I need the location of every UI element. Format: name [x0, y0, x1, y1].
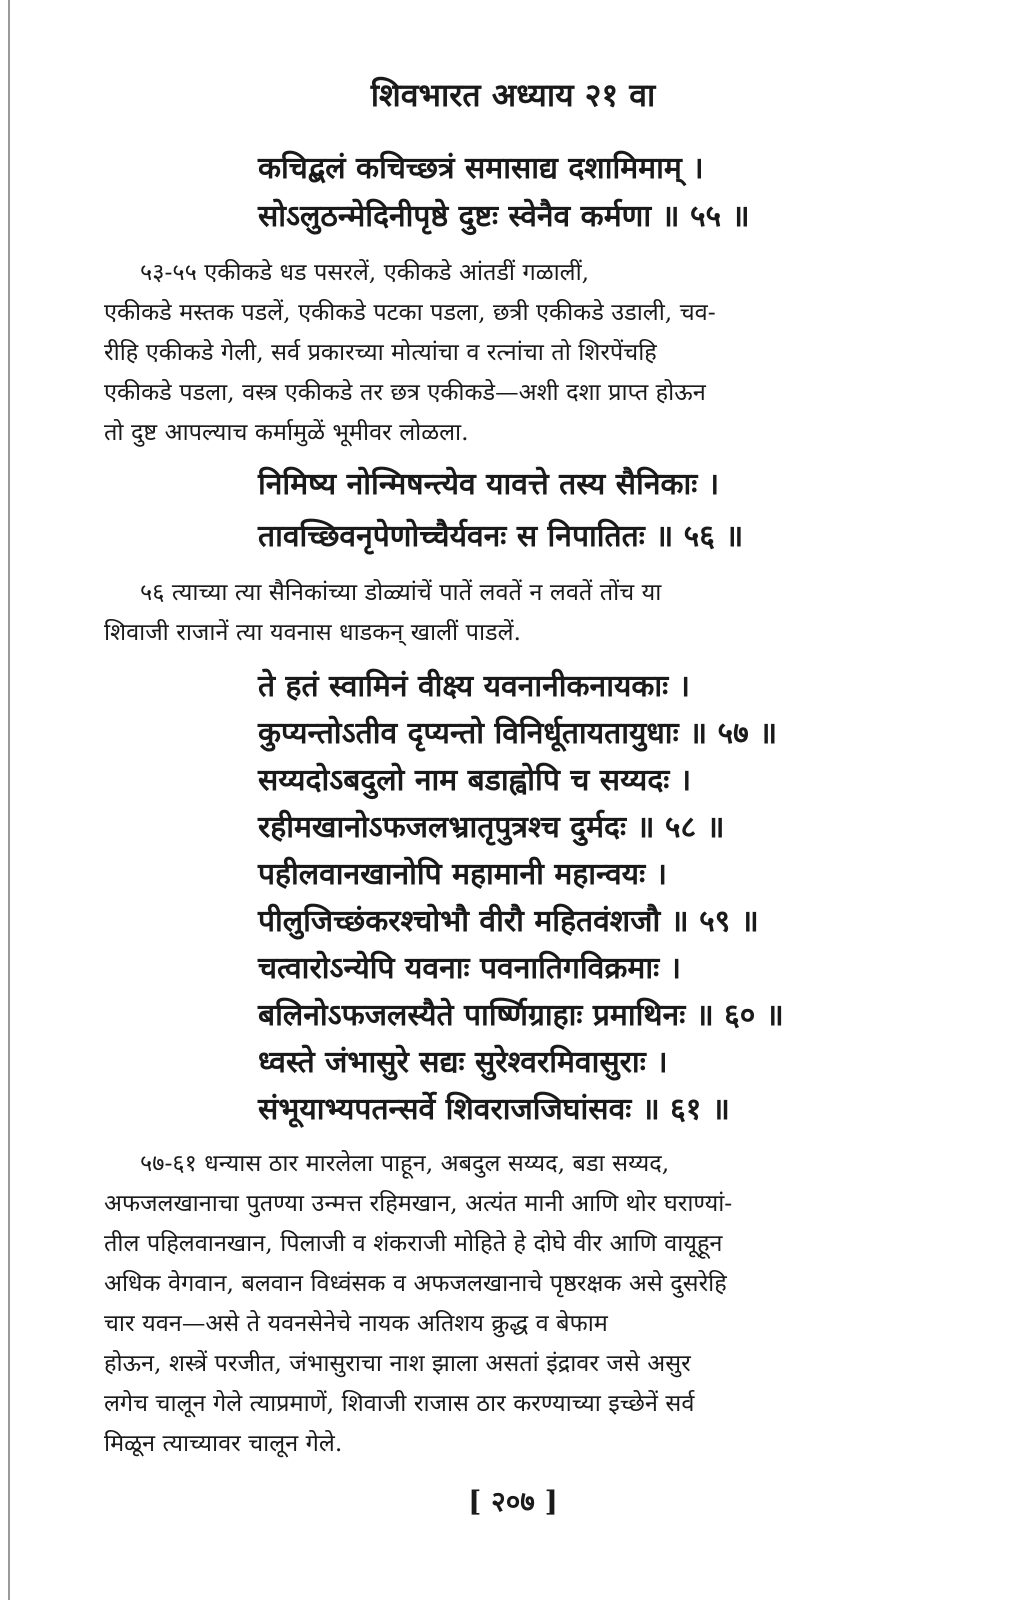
- commentary-line: रीहि एकीकडे गेली, सर्व प्रकारच्या मोत्यांचा व रत्नांचा तो शिरपेंचहि: [104, 338, 657, 366]
- verse-line: ध्वस्ते जंभासुरे सद्यः सुरेश्वरमिवासुराः ।: [258, 1045, 668, 1080]
- verse-line: पहीलवानखानोपि महामानी महान्वयः ।: [258, 857, 667, 892]
- commentary-line: तो दुष्ट आपल्याच कर्मामुळें भूमीवर लोळला.: [104, 418, 469, 446]
- verse-line: निमिष्य नोन्मिषन्त्येव यावत्ते तस्य सैनिकाः ।: [258, 467, 720, 502]
- commentary-line: अफजलखानाचा पुतण्या उन्मत्त रहिमखान, अत्यंत मानी आणि थोर घराण्यां-: [104, 1189, 733, 1217]
- page-title: शिवभारत अध्याय २१ वा: [370, 76, 656, 114]
- commentary-line: चार यवन—असे ते यवनसेनेचे नायक अतिशय क्रुद्ध व बेफाम: [104, 1309, 608, 1337]
- commentary-paragraph: [104, 1143, 924, 1463]
- verse-line: संभूयाभ्यपतन्सर्वे शिवराजजिघांसवः ॥ ६१ ॥: [258, 1092, 730, 1127]
- commentary-line: ५७-६१ धन्यास ठार मारलेला पाहून, अबदुल सय्यद, बडा सय्यद,: [140, 1149, 670, 1177]
- commentary-paragraph: [104, 572, 924, 652]
- commentary-line: अधिक वेगवान, बलवान विध्वंसक व अफजलखानाचे पृष्ठरक्षक असे दुसरेहि: [104, 1269, 727, 1297]
- commentary-line: ५३-५५ एकीकडे धड पसरलें, एकीकडे आंतडीं गळालीं,: [140, 258, 590, 286]
- commentary-line: एकीकडे पडला, वस्त्र एकीकडे तर छत्र एकीकडे—अशी दशा प्राप्त होऊन: [104, 378, 706, 406]
- commentary-line: होऊन, शस्त्रें परजीत, जंभासुराचा नाश झाला असतां इंद्रावर जसे असुर: [104, 1349, 691, 1377]
- verse-line: ते हतं स्वामिनं वीक्ष्य यवनानीकनायकाः ।: [258, 669, 691, 704]
- verse-line: रहीमखानोऽफजलभ्रातृपुत्रश्च दुर्मदः ॥ ५८ ॥: [258, 810, 725, 845]
- commentary-line: शिवाजी राजानें त्या यवनास धाडकन् खालीं पाडलें.: [104, 618, 522, 646]
- commentary-line: ५६ त्याच्या त्या सैनिकांच्या डोळ्यांचें पातें लवतें न लवतें तोंच या: [140, 578, 662, 606]
- commentary-line: लगेच चालून गेले त्याप्रमाणें, शिवाजी राजास ठार करण्याच्या इच्छेनें सर्व: [104, 1389, 695, 1417]
- commentary-line: मिळून त्याच्यावर चालून गेले.: [104, 1429, 343, 1457]
- verse-line: कचिद्बलं कचिच्छत्रं समासाद्य दशामिमाम् ।: [258, 151, 704, 186]
- verse-line: पीलुजिच्छंकरश्चोभौ वीरौ महितवंशजौ ॥ ५९ ॥: [258, 904, 759, 939]
- verse-line: बलिनोऽफजलस्यैते पार्ष्णिग्राहाः प्रमाथिनः ॥ ६० ॥: [258, 998, 784, 1033]
- page-number: [ २०७ ]: [468, 1485, 558, 1518]
- commentary-line: तील पहिलवानखान, पिलाजी व शंकराजी मोहिते हे दोघे वीर आणि वायूहून: [104, 1229, 723, 1257]
- verse-line: तावच्छिवनृपेणोच्चैर्यवनः स निपातितः ॥ ५६ ॥: [258, 519, 744, 554]
- commentary-line: एकीकडे मस्तक पडलें, एकीकडे पटका पडला, छत्री एकीकडे उडाली, चव-: [104, 298, 716, 326]
- commentary-paragraph: [104, 252, 924, 452]
- verse-line: सय्यदोऽबदुलो नाम बडाह्वोपि च सय्यदः ।: [258, 763, 692, 798]
- verse-line: चत्वारोऽन्येपि यवनाः पवनातिगविक्रमाः ।: [258, 951, 681, 986]
- page-edge-rule: [8, 0, 10, 1600]
- verse-line: सोऽलुठन्मेदिनीपृष्ठे दुष्टः स्वेनैव कर्मणा ॥ ५५ ॥: [258, 199, 750, 234]
- verse-line: कुप्यन्तोऽतीव दृप्यन्तो विनिर्धूतायतायुधाः ॥ ५७ ॥: [258, 716, 778, 751]
